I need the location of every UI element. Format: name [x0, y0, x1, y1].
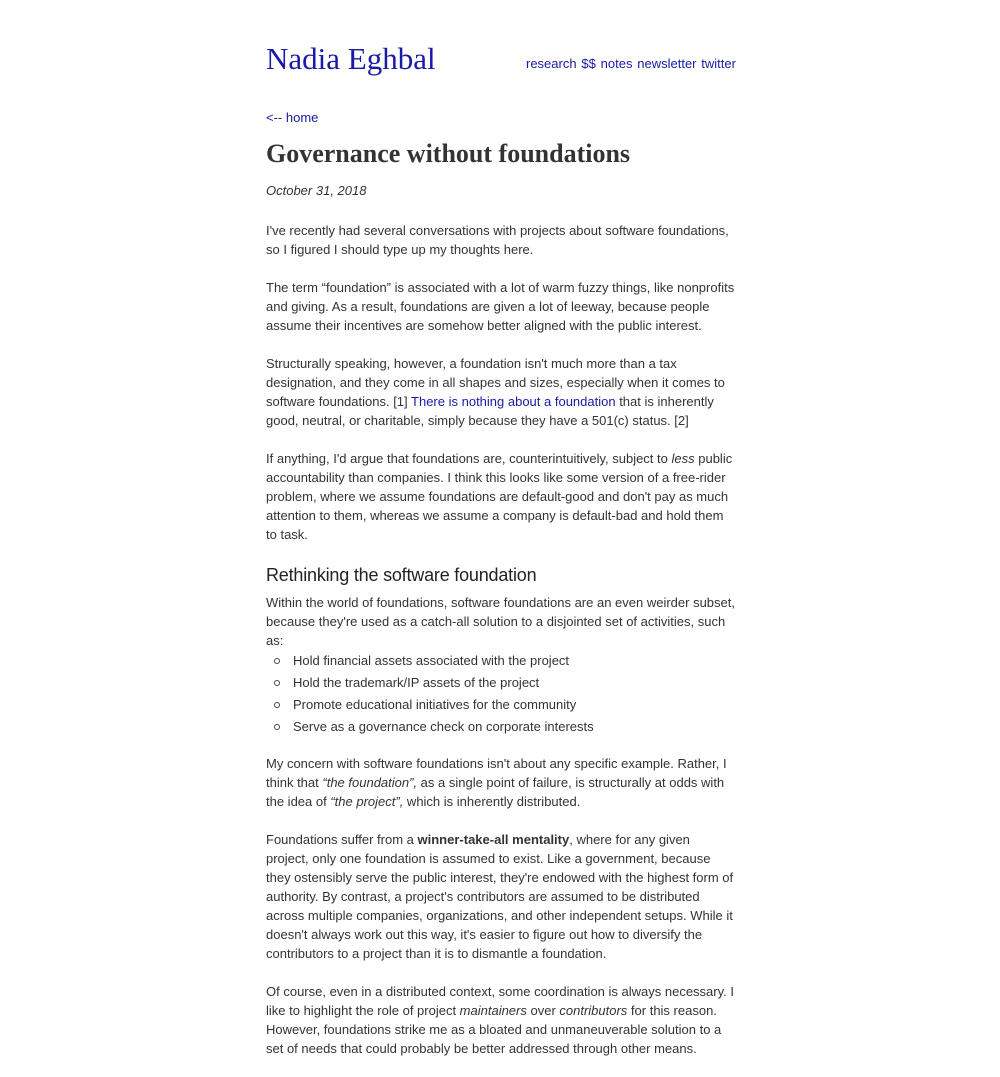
emphasis: maintainers — [459, 1003, 527, 1018]
paragraph: I've recently had several conversations with projects about software foundations, so I figured I should type up my thoughts here. — [266, 223, 729, 257]
nav-notes[interactable]: notes — [600, 56, 633, 71]
text: Structurally speaking, however, a foundation isn't much more than a tax designation, and they come in all shapes and sizes, especially when it comes to software foundations. [1] — [266, 356, 725, 409]
paragraph — [266, 982, 736, 1058]
emphasis: contributors — [559, 1003, 628, 1018]
nav-newsletter[interactable]: newsletter — [637, 56, 697, 71]
circle-bullet-icon — [274, 680, 280, 686]
text: that is inherently good, neutral, or charitable, simply because they have a 501(c) status. [2] — [266, 394, 714, 428]
site-title[interactable] — [266, 40, 436, 78]
list-item-text: Hold financial assets associated with the project — [293, 653, 570, 668]
text: My concern with software foundations isn't about any specific example. Rather, I think that — [266, 756, 727, 790]
emphasis: less — [671, 451, 695, 466]
paragraph — [266, 754, 736, 811]
circle-bullet-icon — [274, 724, 280, 730]
text: Of course, even in a distributed context, some coordination is always necessary. I like to highlight the role of project — [266, 984, 734, 1018]
text: which is inherently distributed. — [403, 794, 581, 809]
text: over — [526, 1003, 560, 1018]
list-item — [293, 672, 736, 694]
circle-bullet-icon — [274, 702, 280, 708]
text: If anything, I'd argue that foundations are, counterintuitively, subject to — [266, 451, 672, 466]
list-item-text: Hold the trademark/IP assets of the project — [293, 675, 540, 690]
paragraph: The term “foundation” is associated with a lot of warm fuzzy things, like nonprofits and giving. As a result, foundations are given a lot of leeway, because people assume their incentives are somehow better aligned with the public interest. — [266, 280, 735, 333]
home-link[interactable]: <-- home — [266, 110, 319, 125]
list-item-text: Promote educational initiatives for the community — [293, 697, 577, 712]
circle-bullet-icon — [274, 658, 280, 664]
emphasis: “the project”, — [330, 794, 404, 809]
emphasis: “the foundation”, — [322, 775, 418, 790]
text: Foundations suffer from a — [266, 832, 418, 847]
text: for this reason. However, foundations strike me as a bloated and unmaneuverable solution to a set of needs that could probably be better addressed through other means. — [266, 1003, 722, 1056]
text: as a single point of failure, is structurally at odds with the idea of — [266, 775, 725, 809]
strong-text: winner-take-all mentality — [417, 832, 570, 847]
text: public accountability than companies. I think this looks like some version of a free-rider problem, where we assume foundations are default-good and don't pay as much attention to them, whereas we assume a company is default-bad and hold them to task. — [266, 451, 733, 542]
foundation-link[interactable]: There is nothing about a foundation — [411, 394, 616, 409]
post-date: October 31, 2018 — [266, 183, 367, 198]
paragraph — [266, 830, 736, 963]
list-item-text: Serve as a governance check on corporate interests — [293, 719, 594, 734]
article — [266, 108, 736, 1077]
text: , where for any given project, only one foundation is assumed to exist. Like a government, because they ostensibly serve the public interest, they're endowed with the highest form of authority. By contrast, a project's contributors are assumed to be distributed across multiple companies, organizations, and other independent setups. While it doesn't always work out this way, it's easier to figure out how to diversify the contributors to a project than it is to dismantle a foundation. — [266, 832, 734, 961]
list-item — [293, 694, 736, 716]
paragraph: Within the world of foundations, software foundations are an even weirder subset, because they're used as a catch-all solution to a disjointed set of activities, such as: — [266, 595, 735, 648]
paragraph — [266, 354, 736, 430]
paragraph — [266, 449, 736, 544]
post-title: Governance without foundations — [266, 139, 631, 168]
nav-money[interactable]: $$ — [581, 56, 596, 71]
list-item — [293, 716, 736, 738]
nav-twitter[interactable]: twitter — [701, 56, 736, 71]
nav-research[interactable]: research — [526, 56, 577, 71]
site-title-link[interactable]: Nadia Eghbal — [266, 41, 436, 76]
activities-list — [266, 650, 736, 738]
section-heading: Rethinking the software foundation — [266, 565, 537, 585]
list-item — [293, 650, 736, 672]
top-nav — [526, 55, 736, 73]
